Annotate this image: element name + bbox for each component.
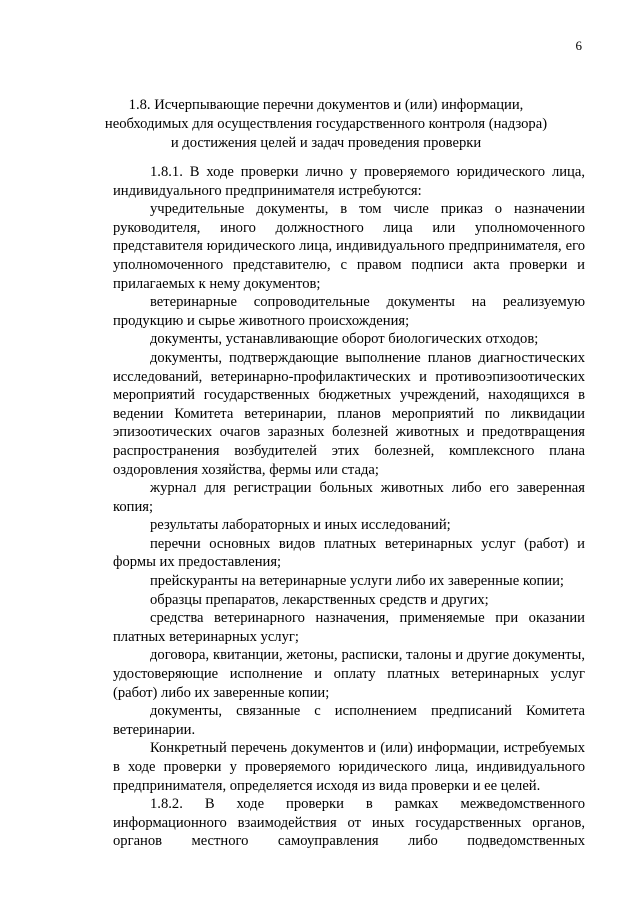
section-title-line: 1.8. Исчерпывающие перечни документов и (или) информации, [128, 97, 524, 113]
list-item: документы, связанные с исполнением предписаний Комитета ветеринарии. [113, 703, 585, 738]
page-number: 6 [575, 38, 582, 53]
paragraph: 1.8.2. В ходе проверки в рамках межведомственного информационного взаимодействия от иных государственных органов, органов местного самоуправления либо подведомственных [113, 796, 585, 850]
list-item: перечни основных видов платных ветеринарных услуг (работ) и формы их предоставления; [113, 535, 585, 571]
section-title-line: необходимых для осуществления государственного контроля (надзора) [104, 116, 548, 132]
paragraph: 1.8.1. В ходе проверки лично у проверяемого юридического лица, индивидуального предпринимателя истребуются: [113, 164, 585, 199]
list-item: результаты лабораторных и иных исследований; [150, 517, 451, 534]
list-item: образцы препаратов, лекарственных средств и других; [150, 591, 489, 608]
section-title-line: и достижения целей и задач проведения проверки [170, 135, 482, 151]
body-text [113, 163, 585, 851]
list-item: средства ветеринарного назначения, применяемые при оказании платных ветеринарных услуг; [113, 610, 585, 645]
section-title [102, 96, 550, 153]
list-item: прейскуранты на ветеринарные услуги либо их заверенные копии; [150, 573, 564, 590]
list-item: документы, подтверждающие выполнение планов диагностических исследований, ветеринарно-профилактических и противоэпизоотических мероприятий государственных бюджетных учреждений, находящихся в ведении Комитета ветеринарии, планов мероприятий по ликвидации эпизоотических очагов заразных болезней животных и предотвращения распространения возбудителей этих болезней, комплексного плана оздоровления хозяйства, фермы или стада; [113, 349, 585, 478]
paragraph: Конкретный перечень документов и (или) информации, истребуемых в ходе проверки у проверяемого юридического лица, индивидуального предпринимателя, определяется исходя из вида проверки и ее целей. [113, 740, 585, 794]
list-item: документы, устанавливающие оборот биологических отходов; [150, 331, 539, 348]
list-item: учредительные документы, в том числе приказ о назначении руководителя, иного должностного лица или уполномоченного представителя юридического лица, индивидуального предпринимателя, его уполномоченного представителю, с правом подписи акта проверки и прилагаемых к нему документов; [113, 201, 585, 292]
list-item: журнал для регистрации больных животных либо его заверенная копия; [113, 480, 585, 515]
list-item: договора, квитанции, жетоны, расписки, талоны и другие документы, удостоверяющие исполнение и оплату платных ветеринарных услуг (работ) либо их заверенные копии; [113, 647, 585, 701]
list-item: ветеринарные сопроводительные документы на реализуемую продукцию и сырье животного происхождения; [113, 294, 585, 329]
